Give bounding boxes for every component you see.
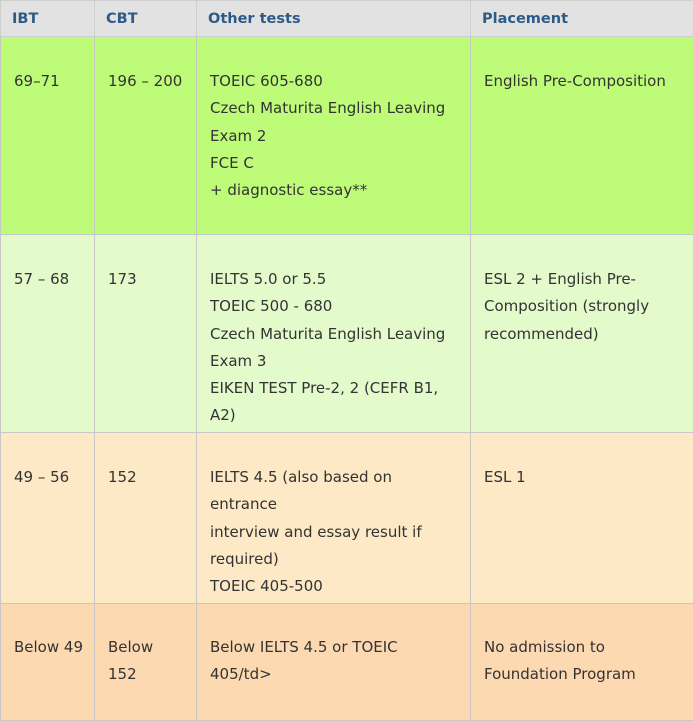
placement-line: ESL 2 + English Pre- xyxy=(484,266,683,293)
placement-line: No admission to xyxy=(484,634,683,661)
cell-other-tests xyxy=(197,235,471,433)
other-test-line: TOEIC 500 - 680 xyxy=(210,293,460,320)
other-test-line: EIKEN TEST Pre-2, 2 (CEFR B1, A2) xyxy=(210,375,460,430)
other-test-line: Exam 3 xyxy=(210,348,460,375)
other-test-line: Czech Maturita English Leaving xyxy=(210,321,460,348)
other-test-line: TOEIC 405-500 xyxy=(210,573,460,600)
cell-cbt: Below 152 xyxy=(95,604,197,721)
header-other-tests: Other tests xyxy=(197,1,471,37)
other-test-line: + diagnostic essay** xyxy=(210,177,460,204)
other-test-line: IELTS 4.5 (also based on entrance xyxy=(210,464,460,519)
other-test-line: IELTS 5.0 or 5.5 xyxy=(210,266,460,293)
placement-line: Composition (strongly xyxy=(484,293,683,320)
cell-other-tests xyxy=(197,604,471,721)
placement-line: English Pre-Composition xyxy=(484,68,683,95)
cell-cbt: 173 xyxy=(95,235,197,433)
other-test-line: Below IELTS 4.5 or TOEIC 405/td> xyxy=(210,634,460,689)
header-row xyxy=(1,1,693,37)
cell-ibt: 69–71 xyxy=(1,37,95,235)
placement-line: Foundation Program xyxy=(484,661,683,688)
cell-ibt: Below 49 xyxy=(1,604,95,721)
other-test-line: Czech Maturita English Leaving xyxy=(210,95,460,122)
cell-placement xyxy=(471,37,693,235)
header-cbt: CBT xyxy=(95,1,197,37)
header-ibt: IBT xyxy=(1,1,95,37)
table-row xyxy=(1,235,693,433)
other-test-line: FCE C xyxy=(210,150,460,177)
cell-cbt: 152 xyxy=(95,433,197,604)
cell-placement xyxy=(471,235,693,433)
cell-other-tests xyxy=(197,433,471,604)
placement-line: recommended) xyxy=(484,321,683,348)
other-test-line: required) xyxy=(210,546,460,573)
cell-ibt: 49 – 56 xyxy=(1,433,95,604)
other-test-line: interview and essay result if xyxy=(210,519,460,546)
placement-line: ESL 1 xyxy=(484,464,683,491)
cell-placement xyxy=(471,433,693,604)
other-test-line: TOEIC 605-680 xyxy=(210,68,460,95)
table-row xyxy=(1,37,693,235)
table-row xyxy=(1,604,693,721)
cell-placement xyxy=(471,604,693,721)
cell-other-tests xyxy=(197,37,471,235)
other-test-line: Exam 2 xyxy=(210,123,460,150)
table-row xyxy=(1,433,693,604)
header-placement: Placement xyxy=(471,1,693,37)
cell-ibt: 57 – 68 xyxy=(1,235,95,433)
cell-cbt: 196 – 200 xyxy=(95,37,197,235)
